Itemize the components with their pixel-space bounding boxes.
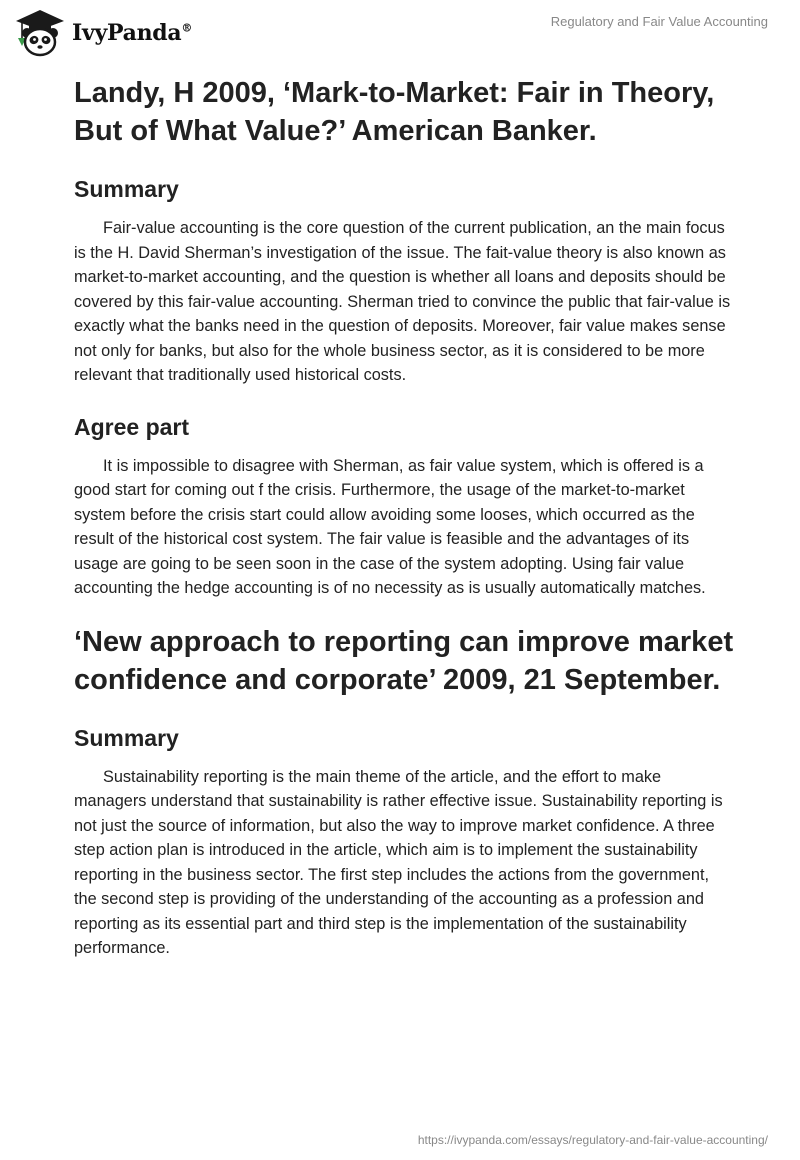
registered-mark: ® [181, 21, 193, 35]
brand-name: IvyPanda® [72, 20, 193, 46]
section-1-agree-text: It is impossible to disagree with Sherman, as fair value system, which is offered is a good start for coming out f the crisis. Furthermore, the usage of the market-to-market system before the crisis start could allow avoiding some looses, which occurred as the result of the historical cost system. The fair value is feasible and the advantages of its usage are going to be seen soon in the case of the system adopting. Using fair value accounting the hedge accounting is of no necessity as is usually automatically matches. [74, 456, 706, 597]
panda-logo-icon [14, 8, 66, 58]
section-1-summary-text: Fair-value accounting is the core question of the current publication, an the main focus is the H. David Sherman’s investigation of the issue. The fait-value theory is also known as market-to-market accounting, and the question is whether all loans and deposits should be covered by this fair-value accounting. Sherman tried to convince the public that fair-value is exactly what the banks need in the question of deposits. Moreover, fair value makes sense not only for banks, but also for the whole business sector, as it is considered to be more relevant that traditionally used historical costs. [74, 219, 731, 384]
section-2-summary-heading: Summary [74, 724, 179, 751]
section-1-agree-heading: Agree part [74, 413, 190, 440]
document-title: Regulatory and Fair Value Accounting [550, 14, 768, 29]
site-logo[interactable] [14, 8, 192, 58]
article-body [74, 70, 734, 961]
section-2-heading: ‘New approach to reporting can improve market confidence and corporate’ 2009, 21 September. [74, 625, 734, 696]
section-1-summary-heading: Summary [74, 176, 179, 202]
section-1-heading: Landy, H 2009, ‘Mark-to-Market: Fair in Theory, But of What Value?’ American Banker. [74, 77, 715, 147]
source-url-link[interactable]: https://ivypanda.com/essays/regulatory-and-fair-value-accounting/ [417, 1133, 768, 1147]
section-2-summary-text: Sustainability reporting is the main theme of the article, and the effort to make managers understand that sustainability is rather effective issue. Sustainability reporting is not just the source of information, but also the way to improve market confidence. A three step action plan is introduced in the article, which aim is to implement the sustainability reporting in the business sector. The first step includes the actions from the government, the second step is providing of the understanding of the accounting as a profession and reporting as its essential part and third step is the implementation of the sustainability performance. [74, 767, 723, 957]
